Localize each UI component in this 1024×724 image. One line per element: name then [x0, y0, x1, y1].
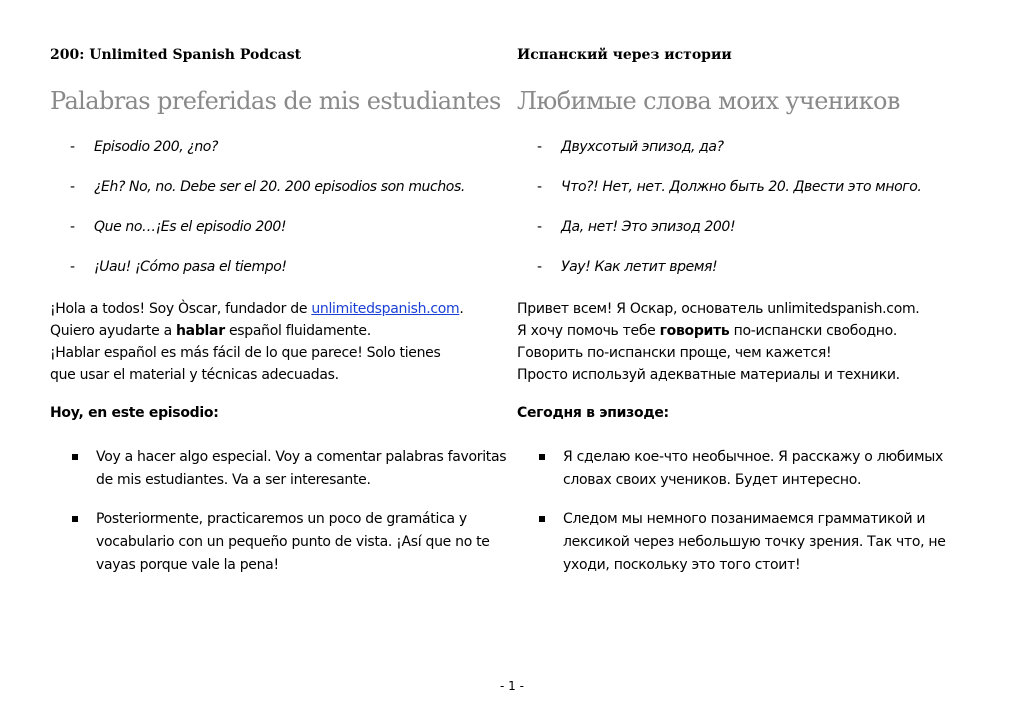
dialog-list — [537, 138, 921, 298]
bullet-list — [72, 446, 522, 593]
section-heading: Сегодня в эпизоде: — [517, 405, 669, 421]
intro-paragraph: Привет всем! Я Оскар, основатель unlimitedspanish.com. Я хочу помочь тебе говорить по-испански свободно. Говорить по-испански проще, чем кажется! Просто используй адекватные материалы и техники. — [517, 301, 920, 383]
podcast-header: 200: Unlimited Spanish Podcast — [50, 47, 302, 63]
square-bullet-icon — [539, 454, 545, 460]
bullet-item: Voy a hacer algo especial. Voy a comentar palabras favoritas de mis estudiantes. Va a ser interesante. — [72, 446, 522, 492]
dialog-line: - Que no…¡Es el episodio 200! — [70, 219, 287, 235]
intro-paragraph: ¡Hola a todos! Soy Òscar, fundador de unlimitedspanish.com. Quiero ayudarte a hablar español fluidamente. ¡Hablar español es más fácil de lo que parece! Solo tienes que usar el material y técnicas adecuadas. — [50, 301, 464, 383]
highlight-word: говорить — [659, 323, 730, 339]
episode-title: Palabras preferidas de mis estudiantes — [50, 87, 501, 115]
dialog-line: - Да, нет! Это эпизод 200! — [537, 219, 736, 235]
dialog-line: - Двухсотый эпизод, да? — [537, 139, 724, 155]
page-number: - 1 - — [500, 679, 524, 693]
dialog-line: - Episodio 200, ¿no? — [70, 139, 218, 155]
episode-title: Любимые слова моих учеников — [517, 87, 900, 115]
dialog-list — [70, 138, 465, 298]
square-bullet-icon — [539, 516, 545, 522]
bullet-item: Posteriormente, practicaremos un poco de gramática y vocabulario con un pequeño punto de vista. ¡Así que no te vayas porque vale la pena! — [72, 508, 522, 577]
website-link[interactable]: unlimitedspanish.com — [311, 301, 460, 317]
square-bullet-icon — [72, 454, 78, 460]
bullet-list — [539, 446, 989, 593]
section-heading: Hoy, en este episodio: — [50, 405, 219, 421]
bullet-item: Следом мы немного позанимаемся грамматикой и лексикой через небольшую точку зрения. Так что, не уходи, поскольку это того стоит! — [539, 508, 989, 577]
dialog-line: - ¡Uau! ¡Cómo pasa el tiempo! — [70, 259, 287, 275]
podcast-header: Испанский через истории — [517, 47, 732, 63]
dialog-line: - Что?! Нет, нет. Должно быть 20. Двести это много. — [537, 179, 922, 195]
bullet-item: Я сделаю кое-что необычное. Я расскажу о любимых словах своих учеников. Будет интересно. — [539, 446, 989, 492]
square-bullet-icon — [72, 516, 78, 522]
dialog-line: - ¿Eh? No, no. Debe ser el 20. 200 episodios son muchos. — [70, 179, 465, 195]
highlight-word: hablar — [176, 323, 225, 339]
dialog-line: - Уау! Как летит время! — [537, 259, 718, 275]
